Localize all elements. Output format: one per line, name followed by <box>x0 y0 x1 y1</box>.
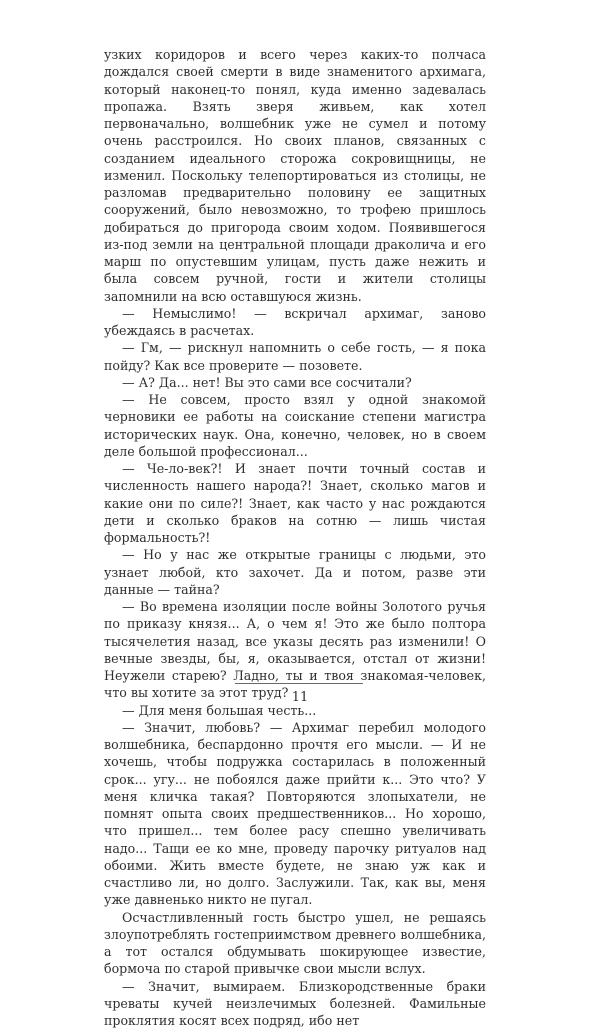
paragraph: узких коридоров и всего через каких-то полчаса дождался своей смерти в виде знаменитого архимага, который наконец-то понял, куда именно задевалась пропажа. Взять зверя живьем, как хотел первоначально, волшебник уже не сумел и потому очень расстроился. Но своих планов, связанных с созданием идеального сторожа сокровищницы, не изменил. Поскольку телепортироваться из столицы, не разломав предварительно половину ее защитных сооружений, было невозможно, то трофею пришлось добираться до пригорода своим ходом. Появившегося из-под земли на центральной площади драколича и его марш по опустевшим улицам, пусть даже нежить и была совсем ручной, гости и жители столицы запомнили на всю оставшуюся жизнь. <box>104 46 486 305</box>
paragraph: — Для меня большая честь... <box>104 702 486 719</box>
paragraph: Осчастливленный гость быстро ушел, не решаясь злоупотреблять гостеприимством древнего волшебника, а тот остался обдумывать шокирующее известие, бормоча по старой привычке свои мысли вслух. <box>104 909 486 978</box>
body-text <box>104 46 486 1029</box>
paragraph: — Во времена изоляции после войны Золотого ручья по приказу князя... А, о чем я! Это же было полтора тысячелетия назад, все указы десять раз изменили! О вечные звезды, бы, я, оказывается, отстал от жизни! Неужели старею? Ладно, ты и твоя знакомая-человек, что вы хотите за этот труд? <box>104 598 486 702</box>
paragraph: — Значит, любовь? — Архимаг перебил молодого волшебника, беспардонно прочтя его мысли. — И не хочешь, чтобы подружка состарилась в положенный срок... угу... не побоялся даже прийти к... Это что? У меня кличка такая? Повторяются злопыхатели, не помнят опыта своих предшественников... Но хорошо, что пришел... тем более расу спешно увеличивать надо... Тащи ее ко мне, проведу парочку ритуалов над обоими. Жить вместе будете, не знаю уж как и счастливо ли, но долго. Заслужили. Так, как вы, меня уже давненько никто не пугал. <box>104 719 486 909</box>
paragraph: — А? Да... нет! Вы это сами все сосчитали? <box>104 374 486 391</box>
page-number: 11 <box>270 690 330 705</box>
footer-divider <box>235 683 363 684</box>
paragraph: — Че-ло-век?! И знает почти точный состав и численность нашего народа?! Знает, сколько магов и какие они по силе?! Знает, как часто у нас рождаются дети и сколько браков на сотню — лишь чистая формальность?! <box>104 460 486 546</box>
paragraph: — Не совсем, просто взял у одной знакомой черновики ее работы на соискание степени магистра исторических наук. Она, конечно, человек, но в своем деле большой профессионал... <box>104 391 486 460</box>
paragraph: — Немыслимо! — вскричал архимаг, заново убеждаясь в расчетах. <box>104 305 486 340</box>
paragraph: — Но у нас же открытые границы с людьми, это узнает любой, кто захочет. Да и потом, разве эти данные — тайна? <box>104 546 486 598</box>
paragraph: — Гм, — рискнул напомнить о себе гость, — я пока пойду? Как все проверите — позовете. <box>104 339 486 374</box>
paragraph: — Значит, вымираем. Близкородственные браки чреваты кучей неизлечимых болезней. Фамильные проклятия косят всех подряд, ибо нет <box>104 978 486 1029</box>
